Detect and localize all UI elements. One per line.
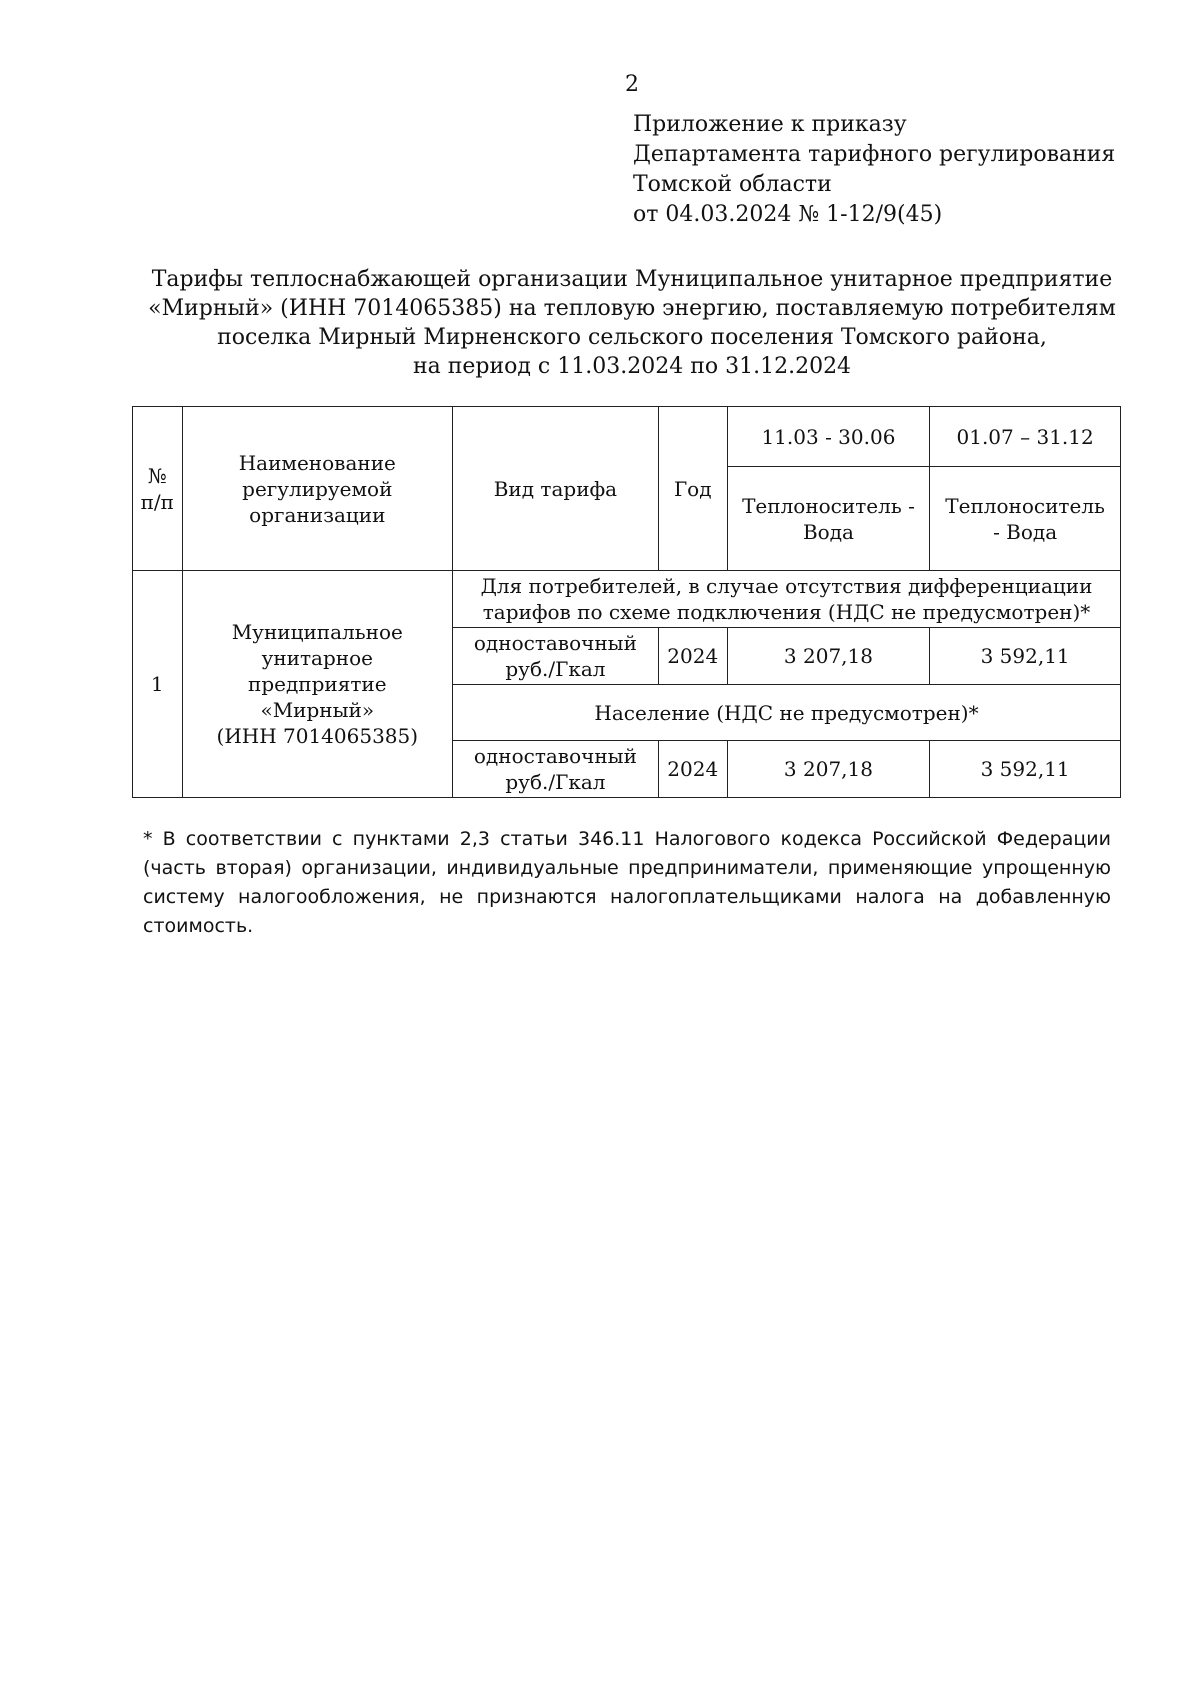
organization-name-line: унитарное <box>261 646 373 670</box>
value-period-2: 3 592,11 <box>930 628 1121 685</box>
title-line: «Мирный» (ИНН 7014065385) на тепловую энергию, поставляемую потребителям <box>148 296 1116 321</box>
annex-line: Приложение к приказу <box>633 112 907 137</box>
title-line: Тарифы теплоснабжающей организации Муниципальное унитарное предприятие <box>151 267 1113 292</box>
annex-order-date: от 04.03.2024 № 1-12/9(45) <box>633 202 943 227</box>
organization-name-line: Муниципальное <box>231 620 403 644</box>
annex-line: Департамента тарифного регулирования <box>633 142 1116 167</box>
header-num-symbol: № <box>147 463 167 488</box>
header-org-name: Наименование регулируемой организации <box>182 407 452 571</box>
header-carrier-line: Теплоноситель <box>945 493 1105 518</box>
value-period-2: 3 592,11 <box>930 741 1121 798</box>
header-carrier-line: Теплоноситель - <box>742 493 915 518</box>
annex-block <box>633 110 1115 230</box>
tariff-unit-line: руб./Гкал <box>505 657 606 681</box>
header-tariff-type: Вид тарифа <box>453 407 659 571</box>
tariff-unit-line: руб./Гкал <box>505 770 606 794</box>
header-row <box>133 407 1121 467</box>
header-carrier-line: Вода <box>802 519 854 544</box>
value-period-1: 3 207,18 <box>727 628 930 685</box>
value-period-1: 3 207,18 <box>727 741 930 798</box>
organization-inn: (ИНН 7014065385) <box>216 724 419 748</box>
year-cell: 2024 <box>658 741 727 798</box>
title-line: поселка Мирный Мирненского сельского поселения Томского района, <box>217 325 1047 350</box>
section-label: Население (НДС не предусмотрен)* <box>453 685 1121 741</box>
tariff-type-cell <box>453 628 659 685</box>
section-label-line: тарифов по схеме подключения (НДС не предусмотрен)* <box>482 600 1091 624</box>
section-row <box>133 571 1121 628</box>
header-carrier-1 <box>727 467 930 571</box>
organization-name <box>182 571 452 798</box>
page-number: 2 <box>625 72 639 97</box>
year-cell: 2024 <box>658 628 727 685</box>
header-carrier-line: - Вода <box>993 519 1058 544</box>
footnote: * В соответствии с пунктами 2,3 статьи 346.11 Налогового кодекса Российской Федерации (часть вторая) организации, индивидуальные предприниматели, применяющие упрощенную систему налогообложения, не признаются налогоплательщиками налога на добавленную стоимость. <box>143 828 1111 937</box>
tariff-type-line: одноставочный <box>473 744 637 768</box>
section-label-line: Для потребителей, в случае отсутствия дифференциации <box>480 574 1093 598</box>
document-title <box>132 265 1132 381</box>
section-label <box>453 571 1121 628</box>
header-year: Год <box>658 407 727 571</box>
header-period-1: 11.03 - 30.06 <box>727 407 930 467</box>
tariff-table <box>132 406 1121 798</box>
row-number: 1 <box>133 571 183 798</box>
title-period: на период с 11.03.2024 по 31.12.2024 <box>412 354 852 379</box>
organization-name-line: «Мирный» <box>260 698 375 722</box>
organization-name-line: предприятие <box>247 672 387 696</box>
tariff-type-line: одноставочный <box>473 631 637 655</box>
header-num <box>133 407 183 571</box>
header-period-2: 01.07 – 31.12 <box>930 407 1121 467</box>
header-carrier-2 <box>930 467 1121 571</box>
tariff-type-cell <box>453 741 659 798</box>
annex-line: Томской области <box>633 172 832 197</box>
header-num-abbr: п/п <box>140 489 174 514</box>
